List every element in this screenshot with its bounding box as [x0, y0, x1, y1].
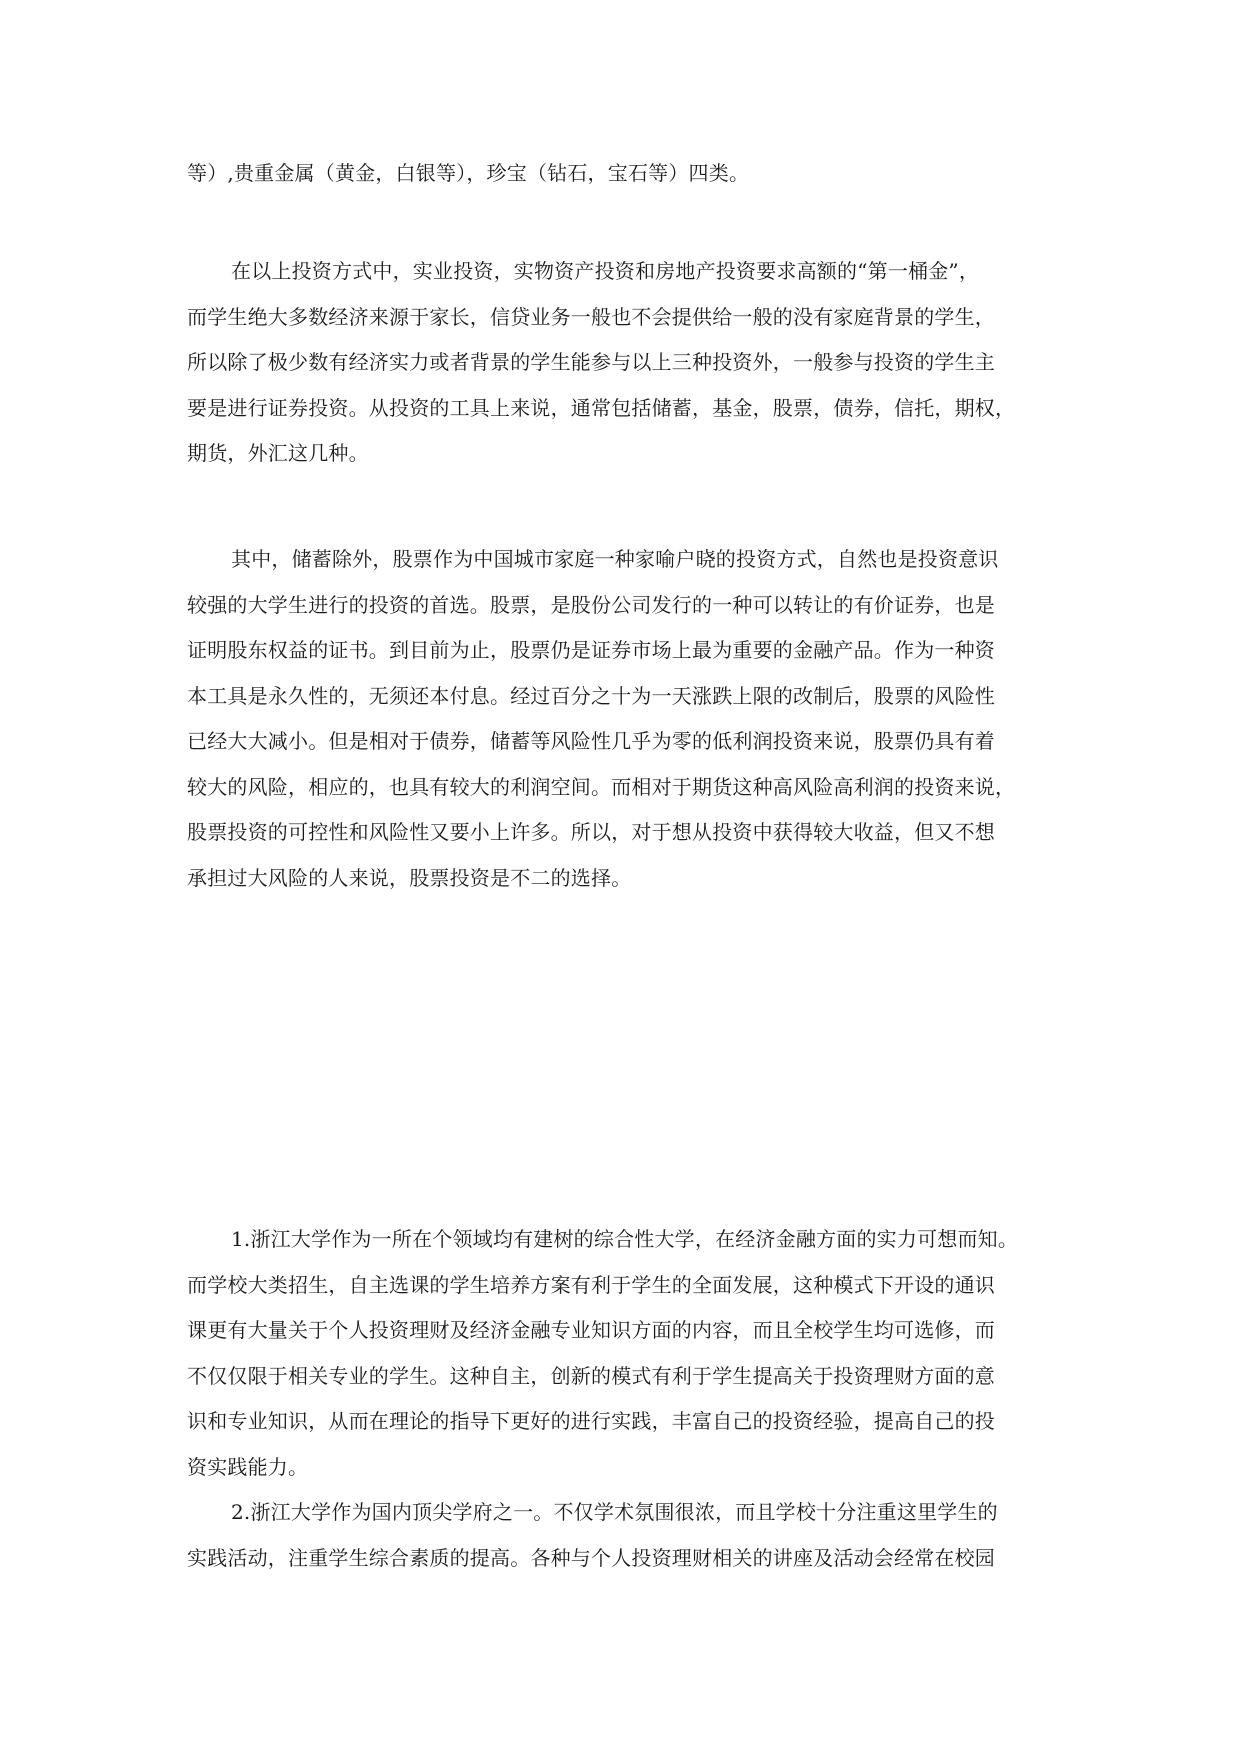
paragraph-line: 证明股东权益的证书。到目前为止，股票仍是证券市场上最为重要的金融产品。作为一种资 — [187, 638, 995, 662]
paragraph-line: 已经大大减小。但是相对于债券，储蓄等风险性几乎为零的低利润投资来说，股票仍具有着 — [187, 729, 995, 753]
paragraph-line: 期货，外汇这几种。 — [187, 441, 369, 465]
paragraph-line: 而学校大类招生，自主选课的学生培养方案有利于学生的全面发展，这种模式下开设的通识 — [187, 1272, 995, 1297]
paragraph-line: 在以上投资方式中，实业投资，实物资产投资和房地产投资要求高额的“第一桶金”， — [231, 259, 980, 283]
paragraph-line: 实践活动，注重学生综合素质的提高。各种与个人投资理财相关的讲座及活动会经常在校园 — [187, 1545, 995, 1570]
paragraph-line: 股票投资的可控性和风险性又要小上许多。所以，对于想从投资中获得较大收益，但又不想 — [187, 820, 995, 844]
paragraph-line: 资实践能力。 — [187, 1454, 309, 1479]
paragraph-line: 所以除了极少数有经济实力或者背景的学生能参与以上三种投资外，一般参与投资的学生主 — [187, 350, 995, 374]
paragraph-2 — [187, 249, 1057, 477]
paragraph-line: 其中，储蓄除外，股票作为中国城市家庭一种家喻户晓的投资方式，自然也是投资意识 — [231, 547, 999, 571]
paragraph-1 — [187, 151, 1057, 197]
paragraph-line: 本工具是永久性的，无须还本付息。经过百分之十为一天涨跌上限的改制后，股票的风险性 — [187, 683, 995, 708]
paragraph-line: 较强的大学生进行的投资的首选。股票，是股份公司发行的一种可以转让的有价证券，也是 — [187, 592, 995, 617]
paragraph-line: 1.浙江大学作为一所在个领域均有建树的综合性大学，在经济金融方面的实力可想而知。 — [231, 1227, 1019, 1251]
paragraph-line: 2.浙江大学作为国内顶尖学府之一。不仅学术氛围很浓，而且学校十分注重这里学生的 — [231, 1500, 998, 1524]
paragraph-line: 较大的风险，相应的，也具有较大的利润空间。而相对于期货这种高风险高利润的投资来说， — [187, 774, 1016, 799]
paragraph-3 — [187, 537, 1057, 901]
paragraph-line: 课更有大量关于个人投资理财及经济金融专业知识方面的内容，而且全校学生均可选修，而 — [187, 1318, 995, 1342]
paragraph-line: 而学生绝大多数经济来源于家长，信贷业务一般也不会提供给一般的没有家庭背景的学生， — [187, 304, 995, 329]
paragraph-line: 识和专业知识，从而在理论的指导下更好的进行实践，丰富自己的投资经验，提高自己的投 — [187, 1409, 995, 1433]
paragraph-5 — [187, 1490, 1057, 1581]
paragraph-line: 不仅仅限于相关专业的学生。这种自主，创新的模式有利于学生提高关于投资理财方面的意 — [187, 1363, 995, 1388]
paragraph-4 — [187, 1217, 1057, 1490]
paragraph-line: 等）,贵重金属（黄金，白银等），珍宝（钻石，宝石等）四类。 — [187, 161, 750, 185]
paragraph-line: 要是进行证券投资。从投资的工具上来说，通常包括储蓄，基金，股票，债券，信托，期权， — [187, 395, 1016, 420]
paragraph-line: 承担过大风险的人来说，股票投资是不二的选择。 — [187, 865, 632, 890]
